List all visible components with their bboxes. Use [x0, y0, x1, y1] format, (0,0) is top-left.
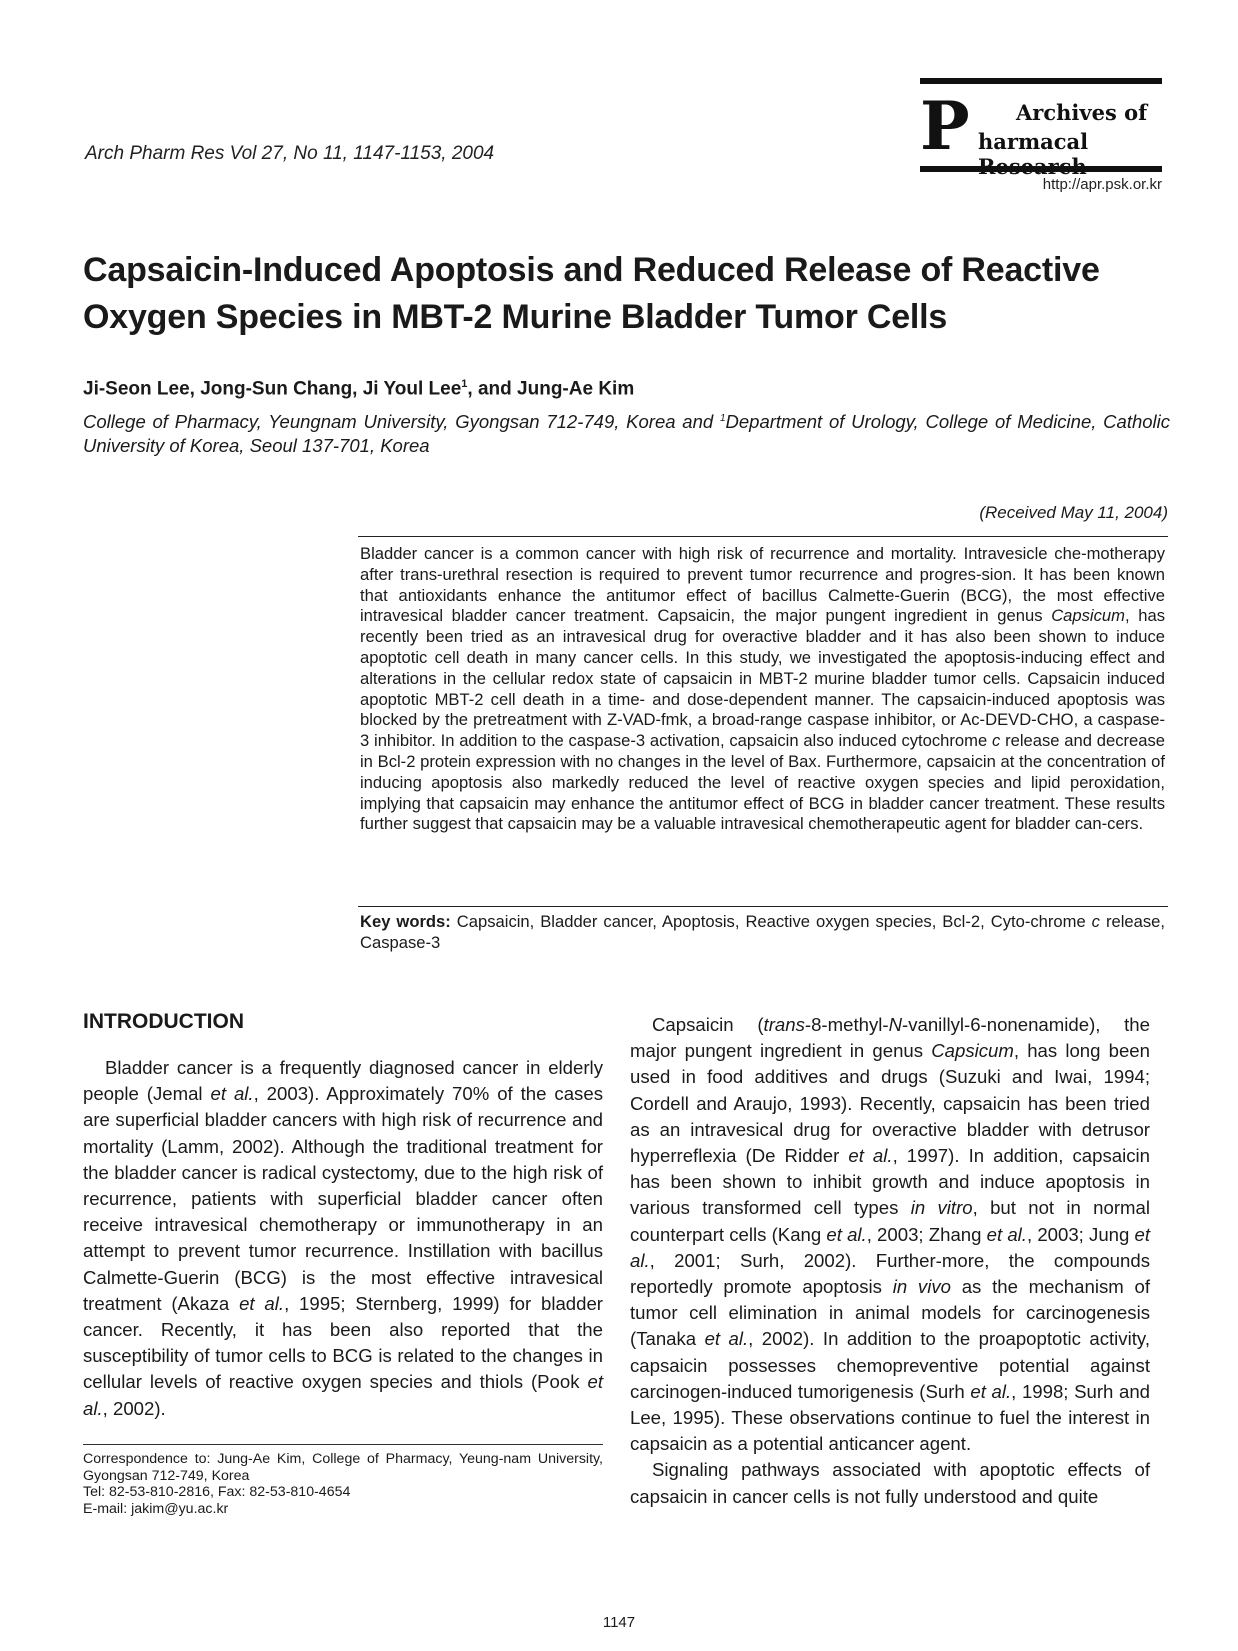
footnote-line-3[interactable]: E-mail: jakim@yu.ac.kr: [83, 1500, 229, 1517]
author-affil-mark: 1: [461, 378, 468, 390]
correspondence-footnote: [83, 1451, 603, 1517]
keywords-italic-c: c: [1091, 912, 1100, 931]
logo-bottom-rule: [920, 166, 1162, 172]
page-number: 1147: [602, 1614, 636, 1631]
logo-letter: P: [920, 87, 970, 165]
intro-paragraph-2: Capsaicin (trans-8-methyl-N-vanillyl-6-nonenamide), the major pungent ingredient in genus Capsicum, has long been used in food additives and drugs (Suzuki and Iwai, 1994; Cordell and Araujo, 1993). Recently, capsaicin has been tried as an intravesical drug for overactive bladder with detrusor hyperreflexia (De Ridder et al., 1997). In addition, capsaicin has been shown to inhibit growth and induce apoptosis in various transformed cell types in vitro, but not in normal counterpart cells (Kang et al., 2003; Zhang et al., 2003; Jung et al., 2001; Surh, 2002). Further-more, the compounds reportedly promote apoptosis in vivo as the mechanism of tumor cell elimination in animal models for carcinogenesis (Tanaka et al., 2002). In addition to the proapoptotic activity, capsaicin possesses chemopreventive potential against carcinogen-induced tumorigenesis (Surh et al., 1998; Surh and Lee, 1995). These observations continue to fuel the interest in capsaicin as a potential anticancer agent.: [630, 1014, 1151, 1455]
left-column: [83, 1055, 603, 1422]
footnote-line-2: Tel: 82-53-810-2816, Fax: 82-53-810-4654: [83, 1484, 351, 1500]
footnote-line-1: Correspondence to: Jung-Ae Kim, College of Pharmacy, Yeung-nam University, Gyongsan 712-749, Korea: [83, 1451, 603, 1484]
abstract: [360, 544, 1165, 835]
authors-text-end: , and Jung-Ae Kim: [467, 378, 635, 400]
abstract-text-1: Bladder cancer is a common cancer with high risk of recurrence and mortality. Intravesicle che-motherapy after trans-urethral resection is required to prevent tumor recurrence and progres-sion. It has been known that antioxidants enhance the antitumor effect of bacillus Calmette-Guerin (BCG), the most effective intravesical bladder cancer treatment. Capsaicin, the major pungent ingredient in genus: [360, 544, 1165, 626]
keywords: [360, 912, 1165, 954]
intro-paragraph-3: Signaling pathways associated with apoptotic effects of capsaicin in cancer cells is not fully understood and quite: [630, 1459, 1150, 1507]
keywords-text-2: release, Caspase-3: [360, 912, 1165, 952]
affiliation-mark: 1: [719, 413, 726, 424]
affiliation-1: College of Pharmacy, Yeungnam University, Gyongsan 712-749, Korea and: [83, 411, 720, 433]
introduction-heading: INTRODUCTION: [83, 1010, 244, 1033]
affiliations: [83, 407, 1170, 458]
affiliation-2: Department of Urology, College of Medicine, Catholic University of Korea, Seoul 137-701, Korea: [83, 411, 1171, 457]
intro-paragraph-1: Bladder cancer is a frequently diagnosed cancer in elderly people (Jemal et al., 2003). Approximately 70% of the cases are superficial bladder cancers with high risk of recurrence and mortality (Lamm, 2002). Although the traditional treatment for the bladder cancer is radical cystectomy, due to the high risk of recurrence, patients with superficial bladder cancer often receive intravesical chemotherapy or immunotherapy in an attempt to prevent tumor recurrence. Instillation with bacillus Calmette-Guerin (BCG) is the most effective intravesical treatment (Akaza et al., 1995; Sternberg, 1999) for bladder cancer. Recently, it has been also reported that the susceptibility of tumor cells to BCG is related to the changes in cellular levels of reactive oxygen species and thiols (Pook et al., 2002).: [83, 1057, 604, 1419]
abstract-text-2: , has recently been tried as an intravesical drug for overactive bladder and it has also been shown to induce apoptotic cell death in many cancer cells. In this study, we investigated the apoptosis-inducing effect and alterations in the cellular redox state of capsaicin in MBT-2 murine bladder tumor cells. Capsaicin induced apoptotic MBT-2 cell death in a time- and dose-dependent manner. The capsaicin-induced apoptosis was blocked by the pretreatment with Z-VAD-fmk, a broad-range caspase inhibitor, or Ac-DEVD-CHO, a caspase-3 inhibitor. In addition to the caspase-3 activation, capsaicin also induced cytochrome: [360, 606, 1165, 751]
footnote-rule: [83, 1444, 603, 1445]
keywords-rule: [358, 906, 1168, 907]
abstract-text-3: release and decrease in Bcl-2 protein expression with no changes in the level of Bax. Furthermore, capsaicin at the concentration of inducing apoptosis also markedly reduced the level of reactive oxygen species and lipid peroxidation, implying that capsaicin may enhance the antitumor effect of BCG in bladder cancer treatment. These results further suggest that capsaicin may be a valuable intravesical chemotherapeutic agent for bladder can-cers.: [360, 731, 1165, 834]
received-date: (Received May 11, 2004): [979, 503, 1168, 522]
abstract-top-rule: [358, 536, 1168, 537]
logo-top-rule: [920, 78, 1162, 84]
abstract-genus: Capsicum: [1051, 606, 1125, 626]
right-column: [630, 1012, 1150, 1510]
journal-url[interactable]: http://apr.psk.or.kr: [1042, 176, 1162, 193]
journal-logo: [920, 78, 1162, 196]
authors-text: Ji-Seon Lee, Jong-Sun Chang, Ji Youl Lee: [83, 378, 462, 400]
keywords-text-1: Capsaicin, Bladder cancer, Apoptosis, Reactive oxygen species, Bcl-2, Cyto-chrome: [450, 912, 1092, 931]
journal-reference: Arch Pharm Res Vol 27, No 11, 1147-1153, 2004: [85, 143, 495, 164]
paper-title: Capsaicin-Induced Apoptosis and Reduced Release of Reactive Oxygen Species in MBT-2 Murine Bladder Tumor Cells: [83, 251, 1100, 336]
abstract-italic-c: c: [992, 731, 1001, 751]
authors: [83, 378, 634, 400]
logo-line-2: harmacal: [978, 129, 1089, 154]
keywords-label: Key words:: [360, 912, 451, 931]
logo-line-1: Archives of: [1016, 100, 1148, 125]
